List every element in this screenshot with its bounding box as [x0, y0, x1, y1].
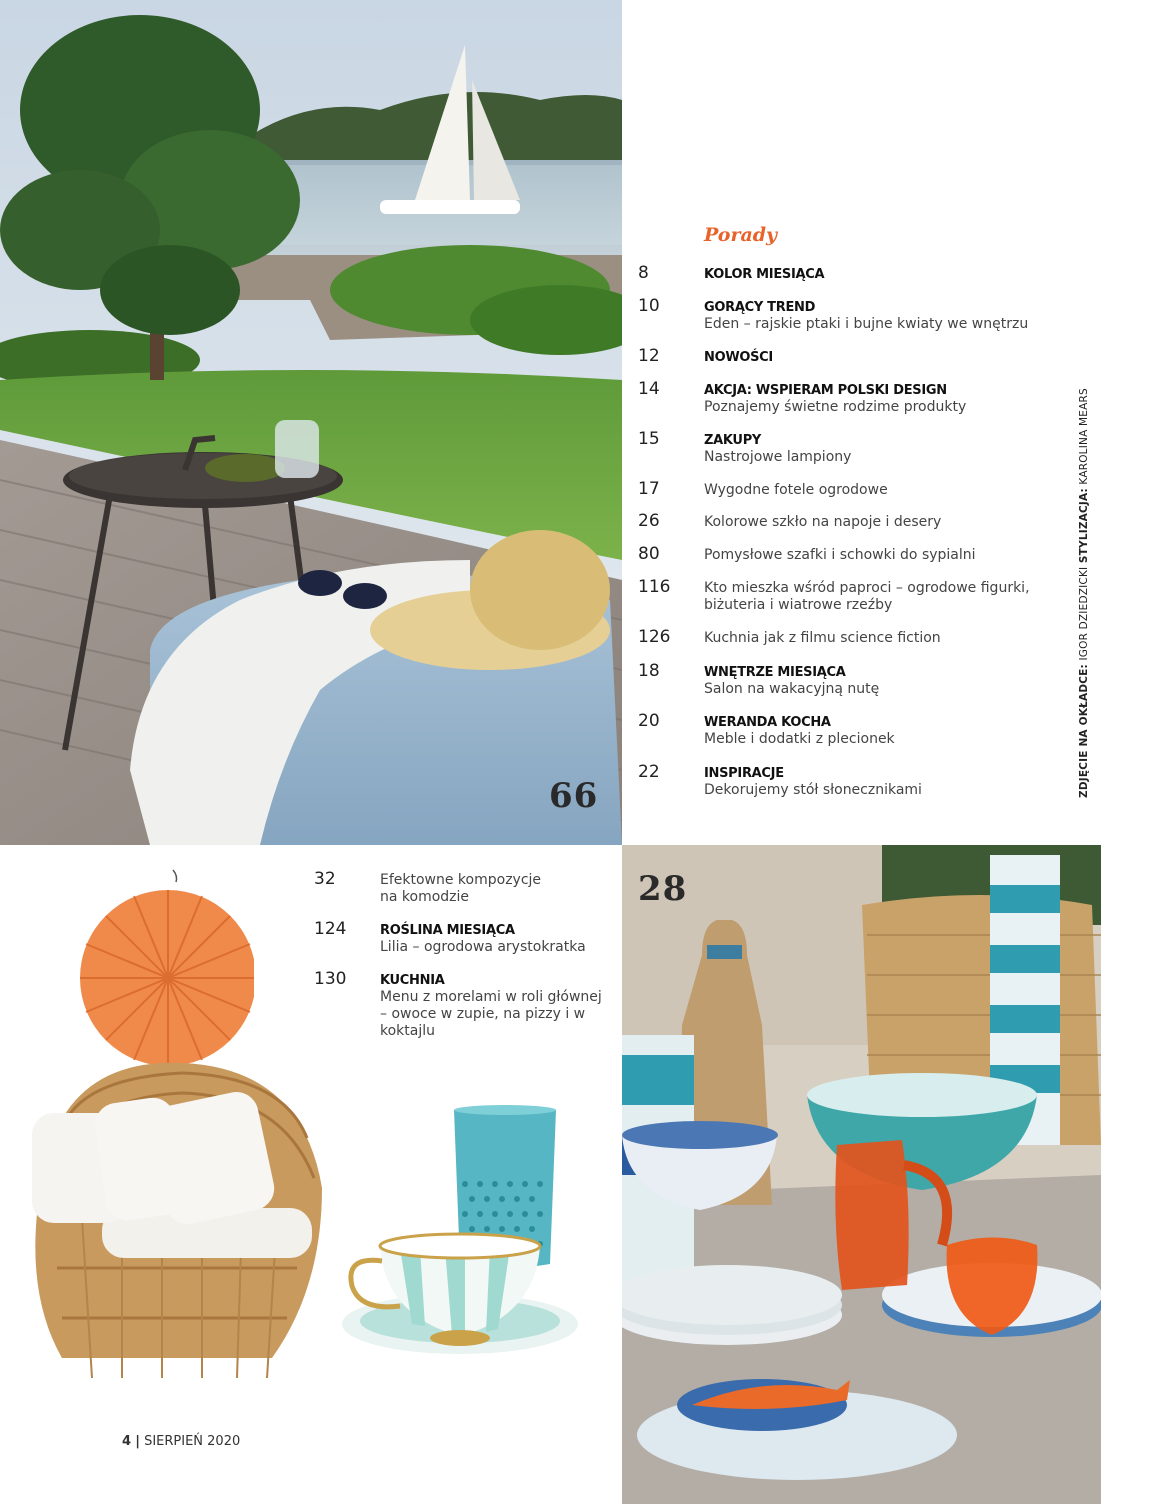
tableware-photo	[622, 845, 1101, 1504]
section-title: Porady	[704, 224, 778, 246]
folio-page-number: 4	[122, 1434, 132, 1449]
toc-description: Efektowne kompozycje na komodzie	[380, 872, 542, 905]
toc-page-number: 15	[638, 429, 660, 449]
page-folio	[122, 1434, 240, 1449]
toc-page-number: 116	[638, 577, 671, 597]
toc-heading: WERANDA KOCHA	[704, 715, 831, 730]
toc-heading: KOLOR MIESIĄCA	[704, 267, 825, 282]
toc-heading: KUCHNIA	[380, 973, 445, 988]
table-of-contents	[638, 0, 1058, 845]
credit-name-cover: IGOR DZIEDZICKI	[1078, 566, 1090, 661]
toc-page-number: 20	[638, 711, 660, 731]
credit-label-styling: STYLIZACJA:	[1078, 488, 1090, 564]
toc-description: Kolorowe szkło na napoje i desery	[704, 514, 942, 530]
toc-description: Nastrojowe lampiony	[704, 449, 852, 465]
toc-heading: INSPIRACJE	[704, 766, 784, 781]
toc-page-number: 18	[638, 661, 660, 681]
toc-page-number: 126	[638, 627, 671, 647]
toc-description: Meble i dodatki z plecionek	[704, 731, 895, 747]
toc-description: Wygodne fotele ogrodowe	[704, 482, 888, 498]
toc-description: Lilia – ogrodowa arystokratka	[380, 939, 586, 955]
teacup-saucer-image	[340, 1226, 580, 1356]
toc-heading: WNĘTRZE MIESIĄCA	[704, 665, 846, 680]
photo-page-number: 28	[638, 869, 688, 909]
toc-description: Salon na wakacyjną nutę	[704, 681, 880, 697]
toc-description: Poznajemy świetne rodzime produkty	[704, 399, 967, 415]
toc-page-number: 8	[638, 263, 649, 283]
photo-credits	[1078, 388, 1090, 798]
toc-page-number: 10	[638, 296, 660, 316]
toc-description: Kuchnia jak z filmu science fiction	[704, 630, 941, 646]
toc-heading: AKCJA: WSPIERAM POLSKI DESIGN	[704, 383, 947, 398]
toc-description: Dekorujemy stół słonecznikami	[704, 782, 922, 798]
toc-description: Pomysłowe szafki i schowki do sypialni	[704, 547, 976, 563]
toc-page-number: 130	[314, 969, 347, 989]
toc-heading: GORĄCY TREND	[704, 300, 816, 315]
toc-heading: ROŚLINA MIESIĄCA	[380, 923, 515, 938]
toc-page-number: 14	[638, 379, 660, 399]
toc-page-number: 32	[314, 869, 336, 889]
table-of-contents-continued	[314, 0, 614, 1100]
toc-page-number: 22	[638, 762, 660, 782]
credit-name-styling: KAROLINA MEARS	[1078, 388, 1090, 485]
toc-description: Menu z morelami w roli głównej – owoce w zupie, na pizzy i w koktajlu	[380, 989, 602, 1039]
toc-page-number: 80	[638, 544, 660, 564]
tableware-illustration	[622, 845, 1101, 1504]
toc-description: Kto mieszka wśród paproci – ogrodowe figurki, biżuteria i wiatrowe rzeźby	[704, 580, 1030, 613]
folio-separator: |	[135, 1434, 140, 1449]
rattan-armchair-image	[22, 1058, 328, 1388]
toc-page-number: 124	[314, 919, 347, 939]
toc-page-number: 17	[638, 479, 660, 499]
toc-description: Eden – rajskie ptaki i bujne kwiaty we wnętrzu	[704, 316, 1029, 332]
paper-lantern-image	[78, 868, 254, 1078]
toc-heading: ZAKUPY	[704, 433, 762, 448]
toc-page-number: 12	[638, 346, 660, 366]
credit-label-cover: ZDJĘCIE NA OKŁADCE:	[1078, 664, 1090, 798]
photo-page-number: 66	[549, 776, 599, 816]
folio-issue: SIERPIEŃ 2020	[144, 1434, 241, 1449]
toc-page-number: 26	[638, 511, 660, 531]
toc-heading: NOWOŚCI	[704, 350, 773, 365]
